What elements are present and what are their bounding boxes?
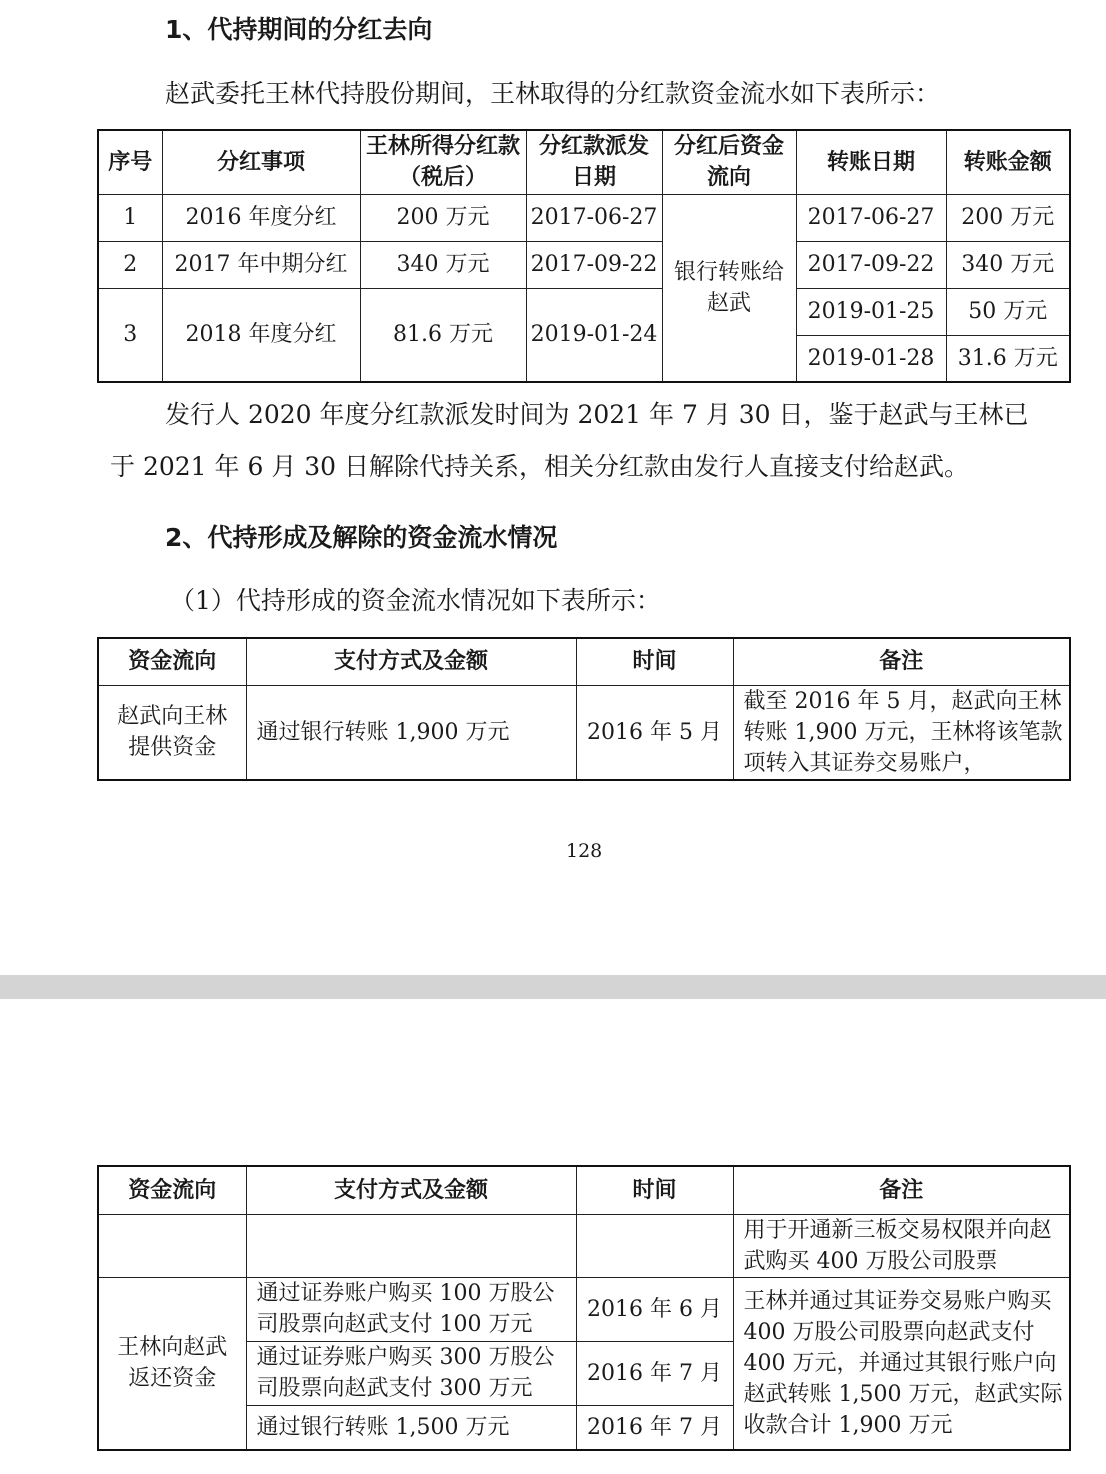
col-header-amount: 王林所得分红款（税后）: [360, 130, 526, 194]
heading-flows: 2、代持形成及解除的资金流水情况: [165, 523, 558, 552]
cell-no: 3: [98, 288, 162, 382]
cell-empty: [98, 1214, 246, 1277]
cell-item: 2018 年度分红: [162, 288, 360, 382]
subheading-formation: （1）代持形成的资金流水情况如下表所示：: [170, 586, 661, 615]
cell-transfer-date: 2019-01-28: [796, 335, 946, 382]
cell-amount: 200 万元: [360, 194, 526, 241]
cell-item: 2016 年度分红: [162, 194, 360, 241]
page-number: 128: [566, 840, 603, 862]
cell-amount: 81.6 万元: [360, 288, 526, 382]
cell-empty: [246, 1214, 576, 1277]
table-row: [98, 1214, 1070, 1277]
dividend-table: [97, 129, 1071, 383]
intro-paragraph: 赵武委托王林代持股份期间，王林取得的分红款资金流水如下表所示：: [165, 79, 941, 108]
cell-time: 2016 年 5 月: [576, 685, 733, 780]
col-header-item: 分红事项: [162, 130, 360, 194]
cell-method: 通过银行转账 1,500 万元: [246, 1405, 576, 1450]
cell-date: 2017-06-27: [526, 194, 662, 241]
cell-transfer-amount: 200 万元: [946, 194, 1070, 241]
formation-table: [97, 637, 1071, 781]
col-header-transfer-amount: 转账金额: [946, 130, 1070, 194]
cell-date: 2017-09-22: [526, 241, 662, 288]
cell-note: 王林并通过其证券交易账户购买 400 万股公司股票向赵武支付 400 万元，并通过其银行账户向赵武转账 1,500 万元，赵武实际收款合计 1,900 万元: [733, 1277, 1070, 1450]
cell-transfer-date: 2019-01-25: [796, 288, 946, 335]
cell-amount: 340 万元: [360, 241, 526, 288]
col-header-flow: 资金流向: [98, 1166, 246, 1214]
col-header-note: 备注: [733, 638, 1070, 685]
cell-flow: 王林向赵武返还资金: [98, 1277, 246, 1450]
table-row: [98, 241, 1070, 288]
table-row: [98, 1277, 1070, 1341]
paragraph-line-2: 于 2021 年 6 月 30 日解除代持关系，相关分红款由发行人直接支付给赵武。: [110, 452, 970, 481]
cell-transfer-amount: 340 万元: [946, 241, 1070, 288]
cell-no: 2: [98, 241, 162, 288]
cell-flow: 赵武向王林提供资金: [98, 685, 246, 780]
col-header-time: 时间: [576, 638, 733, 685]
cell-empty: [576, 1214, 733, 1277]
cell-time: 2016 年 7 月: [576, 1341, 733, 1405]
cell-note-continued: 用于开通新三板交易权限并向赵武购买 400 万股公司股票: [733, 1214, 1070, 1277]
cell-note: 截至 2016 年 5 月，赵武向王林转账 1,900 万元，王林将该笔款项转入其证券交易账户，: [733, 685, 1070, 780]
repayment-table: [97, 1165, 1071, 1451]
cell-time: 2016 年 6 月: [576, 1277, 733, 1341]
cell-flow: 银行转账给赵武: [662, 194, 796, 382]
col-header-no: 序号: [98, 130, 162, 194]
cell-item: 2017 年中期分红: [162, 241, 360, 288]
cell-transfer-amount: 50 万元: [946, 288, 1070, 335]
table-row: [98, 194, 1070, 241]
cell-no: 1: [98, 194, 162, 241]
cell-method: 通过证券账户购买 300 万股公司股票向赵武支付 300 万元: [246, 1341, 576, 1405]
col-header-method: 支付方式及金额: [246, 638, 576, 685]
paragraph-line-1: 发行人 2020 年度分红款派发时间为 2021 年 7 月 30 日，鉴于赵武与王林已: [165, 400, 1029, 429]
cell-transfer-date: 2017-06-27: [796, 194, 946, 241]
table-row: [98, 288, 1070, 335]
cell-method: 通过银行转账 1,900 万元: [246, 685, 576, 780]
cell-time: 2016 年 7 月: [576, 1405, 733, 1450]
cell-method: 通过证券账户购买 100 万股公司股票向赵武支付 100 万元: [246, 1277, 576, 1341]
cell-date: 2019-01-24: [526, 288, 662, 382]
cell-transfer-amount: 31.6 万元: [946, 335, 1070, 382]
col-header-note: 备注: [733, 1166, 1070, 1214]
col-header-date: 分红款派发日期: [526, 130, 662, 194]
col-header-flow: 资金流向: [98, 638, 246, 685]
col-header-method: 支付方式及金额: [246, 1166, 576, 1214]
heading-dividend: 1、代持期间的分红去向: [165, 15, 433, 44]
cell-transfer-date: 2017-09-22: [796, 241, 946, 288]
col-header-flow: 分红后资金流向: [662, 130, 796, 194]
table-row: [98, 685, 1070, 780]
page-separator: [0, 975, 1106, 999]
col-header-transfer-date: 转账日期: [796, 130, 946, 194]
col-header-time: 时间: [576, 1166, 733, 1214]
